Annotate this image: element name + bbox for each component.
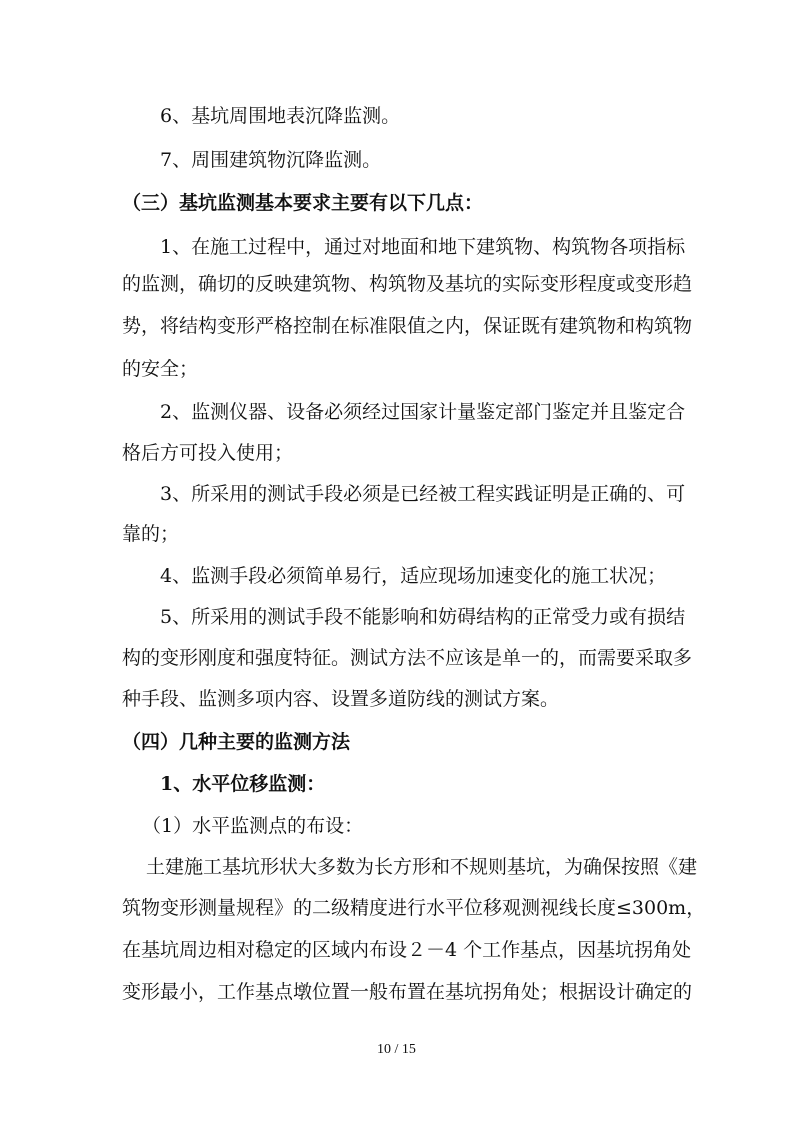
paragraph-line: 的监测，确切的反映建筑物、构筑物及基坑的实际变形程度或变形趋: [122, 273, 693, 295]
paragraph-line: 4、监测手段必须简单易行，适应现场加速变化的施工状况；: [160, 565, 667, 587]
paragraph-line: 格后方可投入使用；: [122, 442, 294, 464]
paragraph-line: 种手段、监测多项内容、设置多道防线的测试方案。: [122, 688, 560, 710]
list-item: 6、基坑周围地表沉降监测。: [160, 105, 401, 127]
section-heading: （三）基坑监测基本要求主要有以下几点：: [122, 192, 484, 214]
paragraph-line: 的安全；: [122, 358, 199, 380]
paragraph-line: （1）水平监测点的布设：: [142, 815, 364, 837]
paragraph-line: 土建施工基坑形状大多数为长方形和不规则基坑，为确保按照《建: [146, 856, 698, 878]
subsection-heading: 1、水平位移监测：: [160, 773, 326, 795]
paragraph-line: 变形最小，工作基点墩位置一般布置在基坑拐角处；根据设计确定的: [122, 981, 693, 1003]
paragraph-line: 5、所采用的测试手段不能影响和妨碍结构的正常受力或有损结: [160, 606, 686, 628]
paragraph-line: 在基坑周边相对稳定的区域内布设２－4 个工作基点，因基坑拐角处: [122, 939, 692, 961]
paragraph-line: 势，将结构变形严格控制在标准限值之内，保证既有建筑物和构筑物: [122, 315, 693, 337]
list-item: 7、周围建筑物沉降监测。: [160, 149, 382, 171]
paragraph-line: 靠的；: [122, 523, 180, 545]
paragraph-line: 筑物变形测量规程》的二级精度进行水平位移观测视线长度≤300m，: [122, 897, 706, 919]
paragraph-line: 1、在施工过程中，通过对地面和地下建筑物、构筑物各项指标: [160, 236, 686, 258]
paragraph-line: 3、所采用的测试手段必须是已经被工程实践证明是正确的、可: [160, 483, 686, 505]
paragraph-line: 构的变形刚度和强度特征。测试方法不应该是单一的，而需要采取多: [122, 647, 693, 669]
paragraph-line: 2、监测仪器、设备必须经过国家计量鉴定部门鉴定并且鉴定合: [160, 401, 686, 423]
page-number: 10 / 15: [377, 1042, 416, 1057]
section-heading: （四）几种主要的监测方法: [122, 731, 351, 753]
